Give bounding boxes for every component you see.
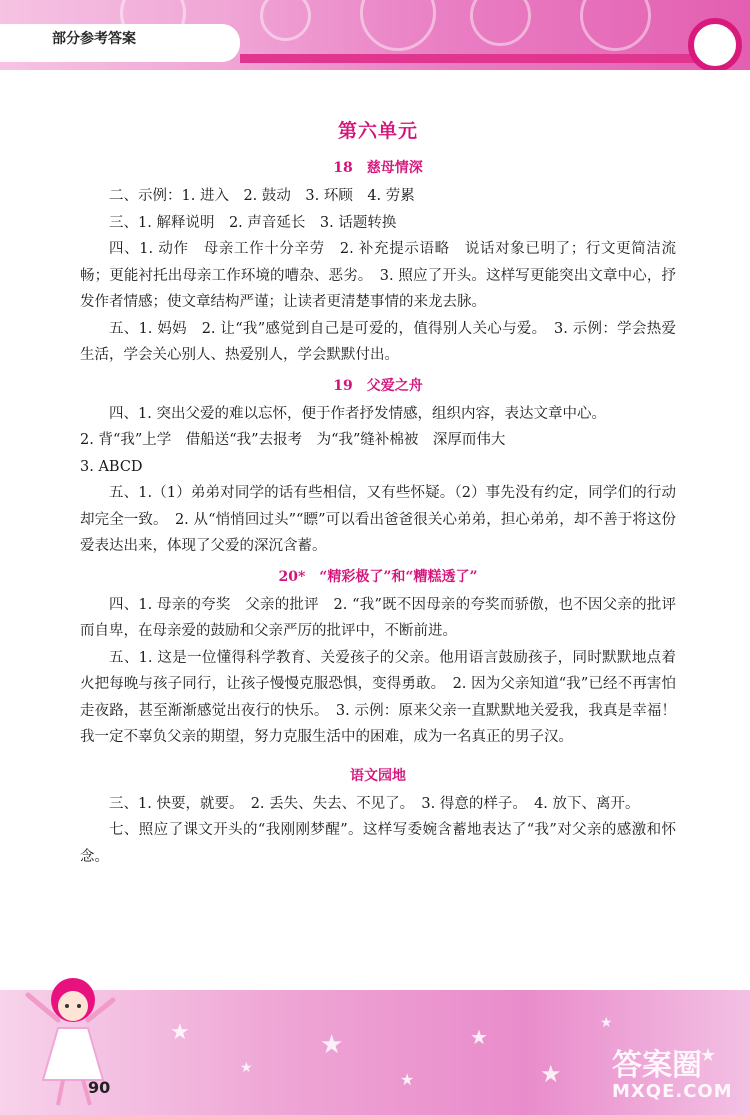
answer-paragraph: 二、示例：1. 进入 2. 鼓动 3. 环顾 4. 劳累: [109, 188, 415, 204]
answer-paragraph: 三、1. 解释说明 2. 声音延长 3. 话题转换: [109, 214, 397, 231]
star-icon: ★: [400, 1070, 415, 1089]
section-title: 19 父爱之舟: [333, 377, 423, 394]
answer-paragraph: 五、1.（1）弟弟对同学的话有些相信，又有些怀疑。（2）事先没有约定，同学们的行动却完全一致。 2. 从“悄悄回过头”“瞟”可以看出爸爸很关心弟弟，担心弟弟，却不善于将这份爱表达出来，体现了父爱的深沉含蓄。: [80, 485, 676, 554]
star-icon: ★: [320, 1030, 344, 1060]
answer-paragraph: 四、1. 突出父爱的难以忘怀，便于作者抒发情感，组织内容，表达文章中心。: [109, 405, 606, 422]
star-icon: ★: [240, 1060, 253, 1076]
star-icon: ★: [470, 1025, 488, 1049]
page-header: [0, 0, 750, 70]
decorative-bubble: [580, 0, 651, 51]
answer-paragraph: 3. ABCD: [80, 458, 143, 475]
decorative-bubble: [260, 0, 311, 41]
unit-title: 第六单元: [337, 120, 418, 142]
answer-paragraph: 三、1. 快要，就要。 2. 丢失、失去、不见了。 3. 得意的样子。 4. 放下、离开。: [109, 795, 640, 812]
section-yuwen-yuandi: [80, 765, 676, 871]
answer-paragraph: 2. 背“我”上学 借船送“我”去报考 为“我”缝补棉被 深厚而伟大: [80, 432, 506, 448]
section-title: 18 慈母情深: [333, 160, 423, 176]
answer-paragraph: 七、照应了课文开头的“我刚刚梦醒”。这样写委婉含蓄地表达了“我”对父亲的感激和怀念。: [80, 822, 676, 865]
decorative-bubble: [470, 0, 531, 46]
ring-icon: [688, 18, 742, 70]
answer-paragraph: 五、1. 这是一位懂得科学教育、关爱孩子的父亲。他用语言鼓励孩子，同时默默地点着火把每晚与孩子同行，让孩子慢慢克服恐惧，变得勇敢。 2. 因为父亲知道“我”已经不再害怕走夜路，甚至渐渐感觉出夜行的快乐。 3. 示例：原来父亲一直默默地关爱我，我真是幸福！我一定不辜负父亲的期望，努力克服生活中的困难，成为一名真正的男子汉。: [80, 649, 676, 745]
page-number: 90: [88, 1078, 111, 1097]
section-title: 20* “精彩极了”和“糟糕透了”: [278, 568, 478, 585]
answer-content: [80, 110, 676, 870]
star-icon: ★: [540, 1060, 562, 1088]
section-title: 语文园地: [350, 767, 406, 784]
section-19: [80, 375, 676, 560]
answer-paragraph: 五、1. 妈妈 2. 让“我”感觉到自己是可爱的，值得别人关心与爱。 3. 示例：学会热爱生活，学会关心别人、热爱别人，学会默默付出。: [80, 320, 676, 363]
answer-paragraph: 四、1. 动作 母亲工作十分辛劳 2. 补充提示语略 说话对象已明了；行文更简洁流畅；更能衬托出母亲工作环境的嘈杂、恶劣。 3. 照应了开头。这样写更能突出文章中心，抒发作者情感；使文章结构严谨；让读者更清楚事情的来龙去脉。: [80, 241, 676, 310]
watermark-line2: MXQE.COM: [612, 1081, 733, 1102]
spacer: [80, 751, 676, 759]
star-icon: ★: [170, 1020, 190, 1045]
star-icon: ★: [600, 1015, 613, 1031]
section-label: 部分参考答案: [52, 31, 136, 47]
section-18: [80, 157, 676, 369]
decorative-bubble: [360, 0, 436, 51]
section-20: [80, 566, 676, 751]
header-stripe: [240, 54, 700, 63]
watermark-line1: 答案圈: [612, 1048, 702, 1083]
girl-illustration-icon: [18, 960, 128, 1110]
watermark: [612, 1050, 742, 1110]
answer-paragraph: 四、1. 母亲的夸奖 父亲的批评 2. “我”既不因母亲的夸奖而骄傲，也不因父亲的批评而自卑，在母亲爱的鼓励和父亲严厉的批评中，不断前进。: [80, 596, 676, 639]
star-icon: ★: [700, 1045, 717, 1066]
